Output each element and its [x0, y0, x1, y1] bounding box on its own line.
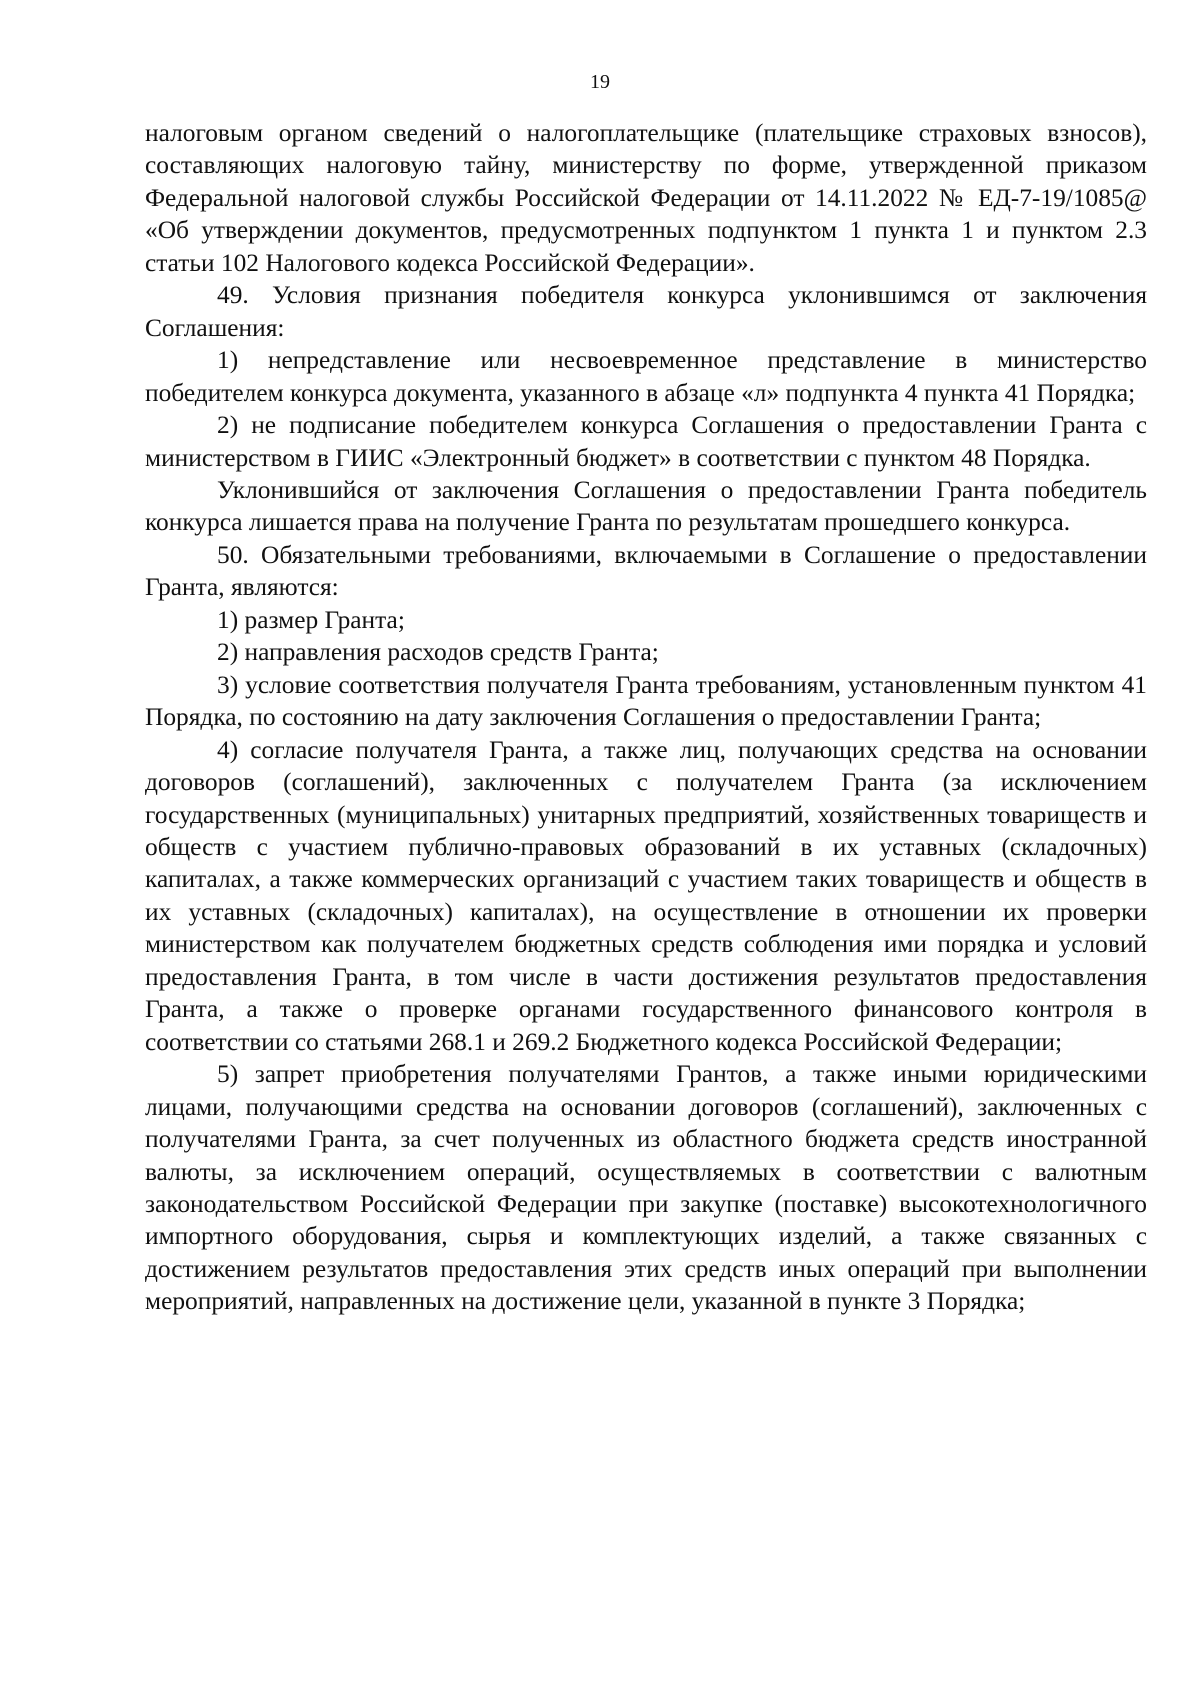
paragraph-clause-50-item-3: 3) условие соответствия получателя Гранта требованиям, установленным пунктом 41 Порядка, по состоянию на дату заключения Соглашения о предоставлении Гранта; — [145, 670, 1147, 732]
paragraph-clause-49: 49. Условия признания победителя конкурса уклонившимся от заключения Соглашения: — [145, 281, 1147, 342]
paragraph-clause-50-item-5: 5) запрет приобретения получателями Грантов, а также иными юридическими лицами, получающими средства на основании договоров (соглашений), заключенных с получателями Гранта, за счет полученных из областного бюджета средств иностранной валюты, за исключением операций, осуществляемых в соответствии с валютным законодательством Российской Федерации при закупке (поставке) высокотехнологичного импортного оборудования, сырья и комплектующих изделий, а также связанных с достижением результатов предоставления этих средств иных операций при выполнении мероприятий, направленных на достижение цели, указанной в пункте 3 Порядка; — [145, 1060, 1147, 1316]
paragraph-clause-50-item-1: 1) размер Гранта; — [217, 605, 405, 634]
paragraph-clause-50: 50. Обязательными требованиями, включаемыми в Соглашение о предоставлении Гранта, являются: — [145, 540, 1147, 602]
page-number: 19 — [590, 71, 610, 93]
paragraph-evader-consequence: Уклонившийся от заключения Соглашения о предоставлении Гранта победитель конкурса лишается права на получение Гранта по результатам прошедшего конкурса. — [145, 475, 1147, 537]
document-body — [145, 117, 1147, 1318]
paragraph-clause-49-item-1: 1) непредставление или несвоевременное представление в министерство победителем конкурса документа, указанного в абзаце «л» подпункта 4 пункта 41 Порядка; — [145, 346, 1147, 407]
paragraph-clause-50-item-2: 2) направления расходов средств Гранта; — [217, 638, 659, 667]
paragraph-clause-50-item-4: 4) согласие получателя Гранта, а также лиц, получающих средства на основании договоров (соглашений), заключенных с получателем Гранта (за исключением государственных (муниципальных) унитарных предприятий, хозяйственных товариществ и обществ с участием публично-правовых образований в их уставных (складочных) капиталах, а также коммерческих организаций с участием таких товариществ и обществ в их уставных (складочных) капиталах), на осуществление в отношении их проверки министерством как получателем бюджетных средств соблюдения ими порядка и условий предоставления Гранта, в том числе в части достижения результатов предоставления Гранта, а также о проверке органами государственного финансового контроля в соответствии со статьями 268.1 и 269.2 Бюджетного кодекса Российской Федерации; — [145, 735, 1147, 1056]
paragraph-clause-49-item-2: 2) не подписание победителем конкурса Соглашения о предоставлении Гранта с министерством в ГИИС «Электронный бюджет» в соответствии с пунктом 48 Порядка. — [145, 411, 1147, 472]
paragraph-continuation: налоговым органом сведений о налогоплательщике (плательщике страховых взносов), составляющих налоговую тайну, министерству по форме, утвержденной приказом Федеральной налоговой службы Российской Федерации от 14.11.2022 № ЕД-7-19/1085@ «Об утверждении документов, предусмотренных подпунктом 1 пункта 1 и пунктом 2.3 статьи 102 Налогового кодекса Российской Федерации». — [145, 119, 1147, 277]
